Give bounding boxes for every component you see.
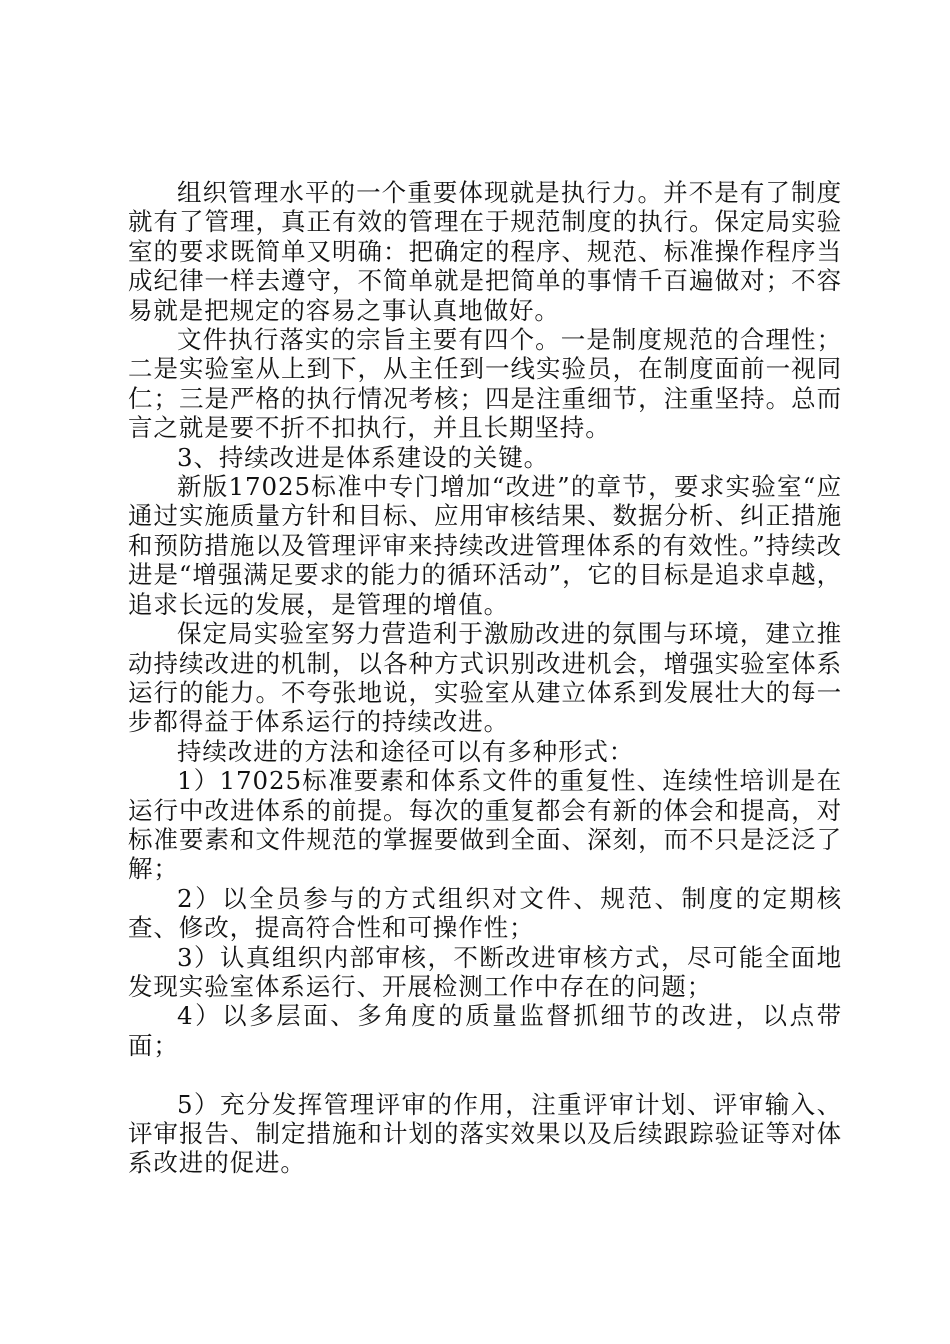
paragraph-mechanism: 保定局实验室努力营造利于激励改进的氛围与环境，建立推动持续改进的机制，以各种方式识别改进机会，增强实验室体系运行的能力。不夸张地说，实验室从建立体系到发展壮大的每一步都得益于体系运行的持续改进。 — [128, 619, 842, 737]
section-heading: 3、持续改进是体系建设的关键。 — [177, 442, 550, 472]
paragraph-methods-intro: 持续改进的方法和途径可以有多种形式： — [177, 736, 635, 766]
list-item-2: 2）以全员参与的方式组织对文件、规范、制度的定期核查、修改，提高符合性和可操作性； — [128, 883, 842, 943]
document-body — [128, 178, 842, 1178]
paragraph-purpose: 文件执行落实的宗旨主要有四个。一是制度规范的合理性；二是实验室从上到下，从主任到一线实验员，在制度面前一视同仁；三是严格的执行情况考核；四是注重细节，注重坚持。总而言之就是要不折不扣执行，并且长期坚持。 — [128, 325, 842, 443]
list-item-4: 4）以多层面、多角度的质量监督抓细节的改进，以点带面； — [128, 1001, 842, 1060]
list-item-3: 3）认真组织内部审核，不断改进审核方式，尽可能全面地发现实验室体系运行、开展检测工作中存在的问题； — [128, 942, 842, 1001]
list-item-5: 5）充分发挥管理评审的作用，注重评审计划、评审输入、评审报告、制定措施和计划的落实效果以及后续跟踪验证等对体系改进的促进。 — [128, 1089, 842, 1178]
list-item-1: 1）17025标准要素和体系文件的重复性、连续性培训是在运行中改进体系的前提。每次的重复都会有新的体会和提高，对标准要素和文件规范的掌握要做到全面、深刻，而不只是泛泛了解； — [128, 766, 842, 884]
paragraph-execution: 组织管理水平的一个重要体现就是执行力。并不是有了制度就有了管理，真正有效的管理在于规范制度的执行。保定局实验室的要求既简单又明确：把确定的程序、规范、标准操作程序当成纪律一样去遵守，不简单就是把简单的事情千百遍做对；不容易就是把规定的容易之事认真地做好。 — [128, 178, 842, 325]
paragraph-standard: 新版17025标准中专门增加“改进”的章节，要求实验室“应通过实施质量方针和目标、应用审核结果、数据分析、纠正措施和预防措施以及管理评审来持续改进管理体系的有效性。”持续改进是“增强满足要求的能力的循环活动”，它的目标是追求卓越，追求长远的发展，是管理的增值。 — [128, 472, 842, 619]
